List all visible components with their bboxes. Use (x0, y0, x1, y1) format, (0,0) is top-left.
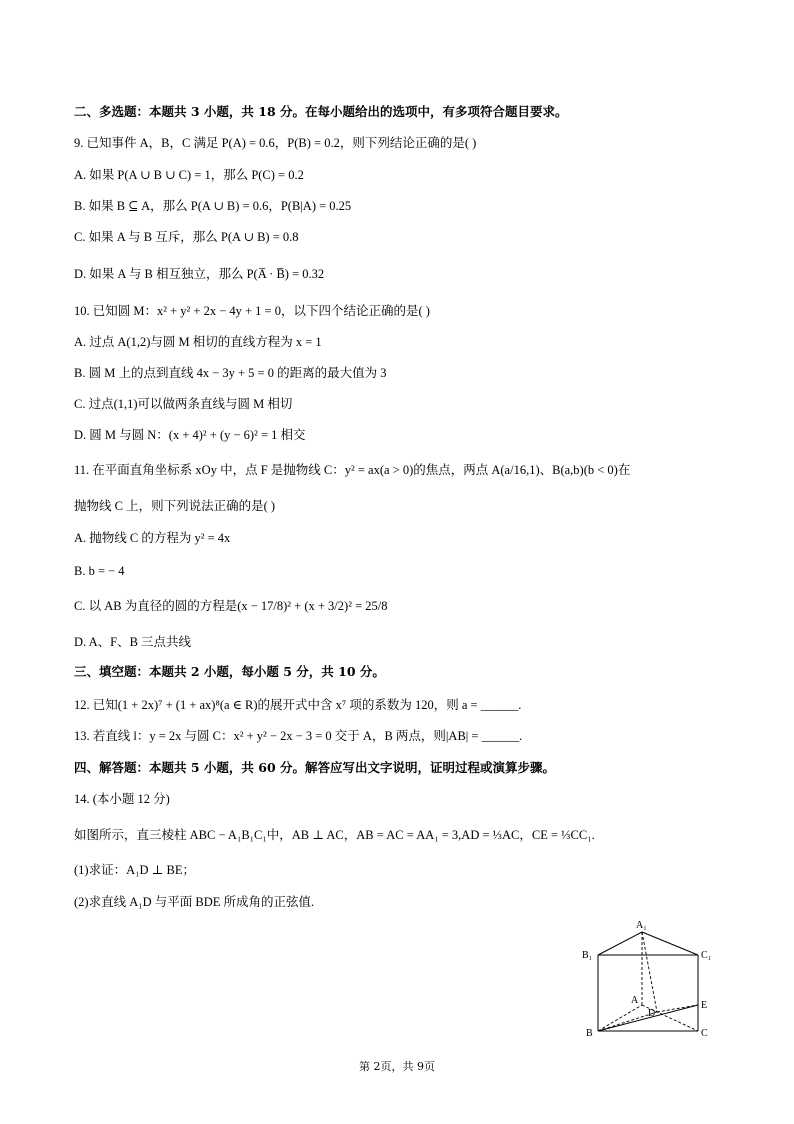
q10-option-b: B. 圆 M 上的点到直线 4x − 3y + 5 = 0 的距离的最大值为 3 (74, 366, 387, 380)
q9-option-d: D. 如果 A 与 B 相互独立，那么 P(A̅ · B̅) = 0.32 (74, 267, 325, 281)
section-multi-choice: 二、多选题：本题共 3 小题，共 18 分。在每小题给出的选项中，有多项符合题目要求。 (74, 104, 568, 119)
q13-text: 13. 若直线 l：y = 2x 与圆 C：x² + y² − 2x − 3 = 0 交于 A，B 两点，则|AB| = ______. (74, 729, 523, 743)
q11-option-b: B. b = − 4 (74, 564, 125, 578)
edge-b1-a1 (598, 932, 642, 955)
label-b: B (586, 1028, 593, 1039)
q10-option-d: D. 圆 M 与圆 N：(x + 4)² + (y − 6)² = 1 相交 (74, 428, 306, 442)
q9-option-b: B. 如果 B ⊆ A，那么 P(A ∪ B) = 0.6，P(B|A) = 0.25 (74, 199, 352, 213)
q12-text: 12. 已知(1 + 2x)⁷ + (1 + ax)⁸(a ∈ R)的展开式中含 x⁷ 项的系数为 120，则 a = ______. (74, 698, 522, 712)
segment-d-e-hidden (657, 1005, 698, 1012)
q11-stem-line2: 抛物线 C 上，则下列说法正确的是( ) (74, 499, 276, 513)
label-a1: A₁ (636, 920, 647, 931)
section-fill-in: 三、填空题：本题共 2 小题，每小题 5 分，共 10 分。 (74, 664, 385, 679)
label-b1: B₁ (582, 950, 593, 961)
q10-option-c: C. 过点(1,1)可以做两条直线与圆 M 相切 (74, 397, 293, 411)
q14-part1: (1)求证：A₁D ⊥ BE； (74, 863, 195, 877)
q14-part2: (2)求直线 A₁D 与平面 BDE 所成角的正弦值. (74, 895, 315, 909)
q9-option-c: C. 如果 A 与 B 互斥，那么 P(A ∪ B) = 0.8 (74, 230, 299, 244)
q14-stem: 如图所示，直三棱柱 ABC − A₁B₁C₁中，AB ⊥ AC，AB = AC = AA₁ = 3,AD = ⅓AC，CE = ⅓CC₁. (74, 828, 595, 842)
q11-option-c: C. 以 AB 为直径的圆的方程是(x − 17/8)² + (x + 3/2)² = 25/8 (74, 599, 388, 613)
q14-heading: 14. (本小题 12 分) (74, 792, 170, 806)
q10-stem: 10. 已知圆 M：x² + y² + 2x − 4y + 1 = 0，以下四个结论正确的是( ) (74, 304, 430, 318)
label-e: E (701, 1000, 708, 1011)
segment-a1-d-hidden (642, 932, 657, 1012)
label-a: A (631, 995, 639, 1006)
section-solve: 四、解答题：本题共 5 小题，共 60 分。解答应写出文字说明，证明过程或演算步骤。 (74, 760, 556, 775)
q11-stem-line1: 11. 在平面直角坐标系 xOy 中，点 F 是抛物线 C：y² = ax(a > 0)的焦点，两点 A(a/16,1)、B(a,b)(b < 0)在 (74, 463, 631, 477)
q10-option-a: A. 过点 A(1,2)与圆 M 相切的直线方程为 x = 1 (74, 335, 322, 349)
edge-a1-c1 (642, 932, 698, 955)
q11-option-d: D. A、F、B 三点共线 (74, 635, 192, 649)
label-c1: C₁ (701, 950, 712, 961)
q11-option-a: A. 抛物线 C 的方程为 y² = 4x (74, 531, 231, 545)
page-footer: 第 2页，共 9页 (359, 1060, 435, 1073)
label-d: D (648, 1008, 656, 1019)
q9-option-a: A. 如果 P(A ∪ B ∪ C) = 1，那么 P(C) = 0.2 (74, 168, 304, 182)
q9-stem: 9. 已知事件 A，B，C 满足 P(A) = 0.6，P(B) = 0.2，则下列结论正确的是( ) (74, 136, 477, 150)
edge-b-a-hidden (598, 1005, 642, 1031)
label-c: C (701, 1028, 708, 1039)
